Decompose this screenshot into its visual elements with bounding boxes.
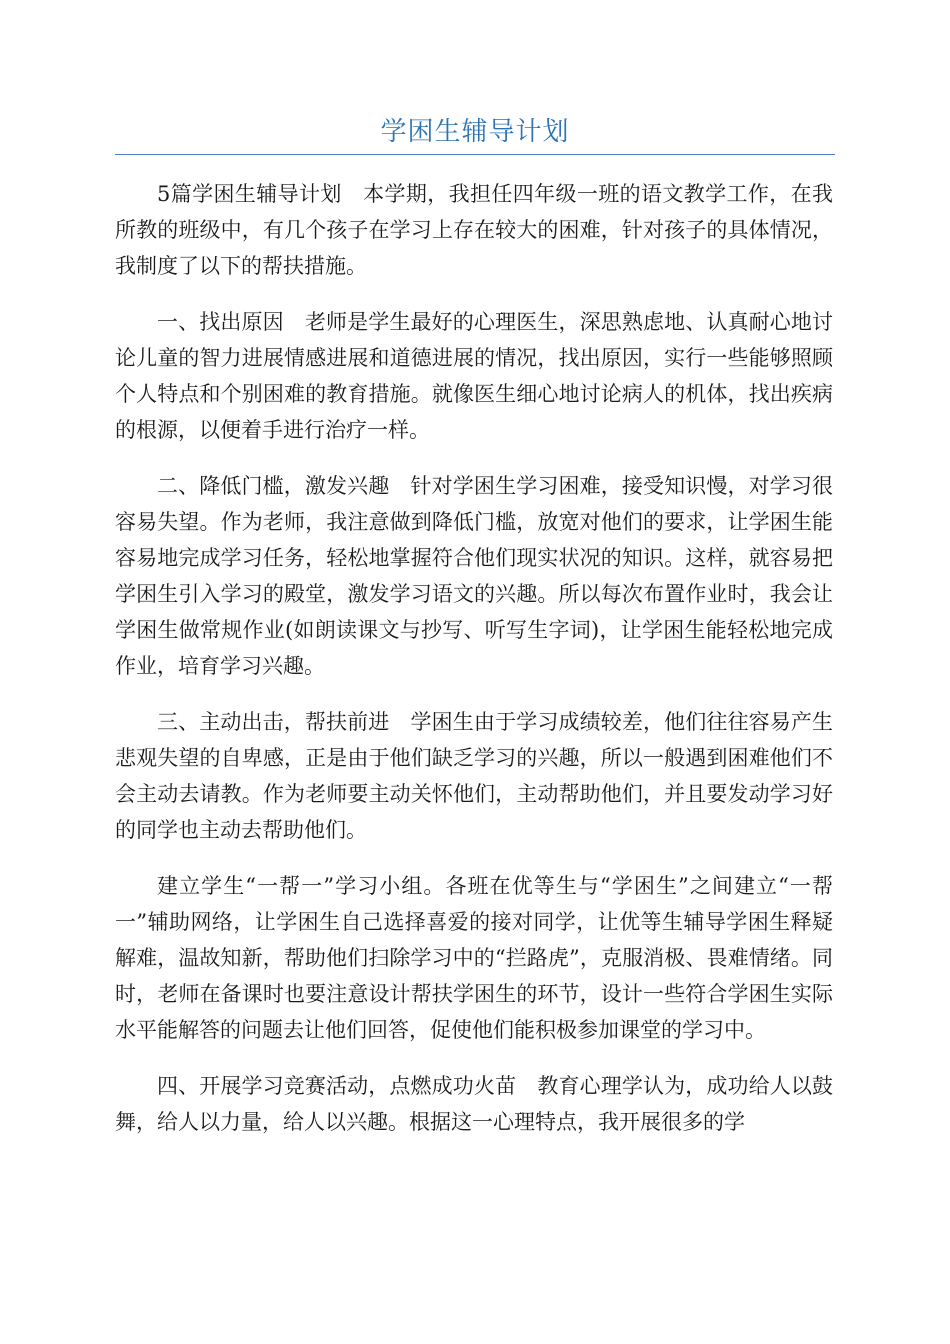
paragraph-take-initiative: 三、主动出击，帮扶前进 学困生由于学习成绩较差，他们往往容易产生悲观失望的自卑感，正是由于他们缺乏学习的兴趣，所以一般遇到困难他们不会主动去请教。作为老师要主动关怀他们，主动帮助他们，并且要发动学习好的同学也主动去帮助他们。 — [115, 710, 833, 842]
paragraph-lower-threshold: 二、降低门槛，激发兴趣 针对学困生学习困难，接受知识慢，对学习很容易失望。作为老师，我注意做到降低门槛，放宽对他们的要求，让学困生能容易地完成学习任务，轻松地掌握符合他们现实状况的知识。这样，就容易把学困生引入学习的殿堂，激发学习语文的兴趣。所以每次布置作业时，我会让学困生做常规作业(如朗读课文与抄写、听写生字词)，让学困生能轻松地完成作业，培育学习兴趣。 — [115, 474, 833, 678]
paragraph-find-causes: 一、找出原因 老师是学生最好的心理医生，深思熟虑地、认真耐心地讨论儿童的智力进展情感进展和道德进展的情况，找出原因，实行一些能够照顾个人特点和个别困难的教育措施。就像医生细心地讨论病人的机体，找出疾病的根源，以便着手进行治疗一样。 — [115, 310, 833, 442]
document-body — [115, 176, 833, 1160]
paragraph-peer-help-group: 建立学生“一帮一”学习小组。各班在优等生与“学困生”之间建立“一帮一”辅助网络，让学困生自己选择喜爱的接对同学，让优等生辅导学困生释疑解难，温故知新，帮助他们扫除学习中的“拦路虎”，克服消极、畏难情绪。同时，老师在备课时也要注意设计帮扶学困生的环节，设计一些符合学困生实际水平能解答的问题去让他们回答，促使他们能积极参加课堂的学习中。 — [115, 874, 833, 1042]
paragraph-competitions: 四、开展学习竞赛活动，点燃成功火苗 教育心理学认为，成功给人以鼓舞，给人以力量，给人以兴趣。根据这一心理特点，我开展很多的学 — [115, 1074, 833, 1134]
paragraph-intro: 5篇学困生辅导计划 本学期，我担任四年级一班的语文教学工作，在我所教的班级中，有几个孩子在学习上存在较大的困难，针对孩子的具体情况，我制度了以下的帮扶措施。 — [115, 182, 833, 278]
title-underline — [115, 154, 835, 155]
document-title: 学困生辅导计划 — [380, 117, 570, 147]
